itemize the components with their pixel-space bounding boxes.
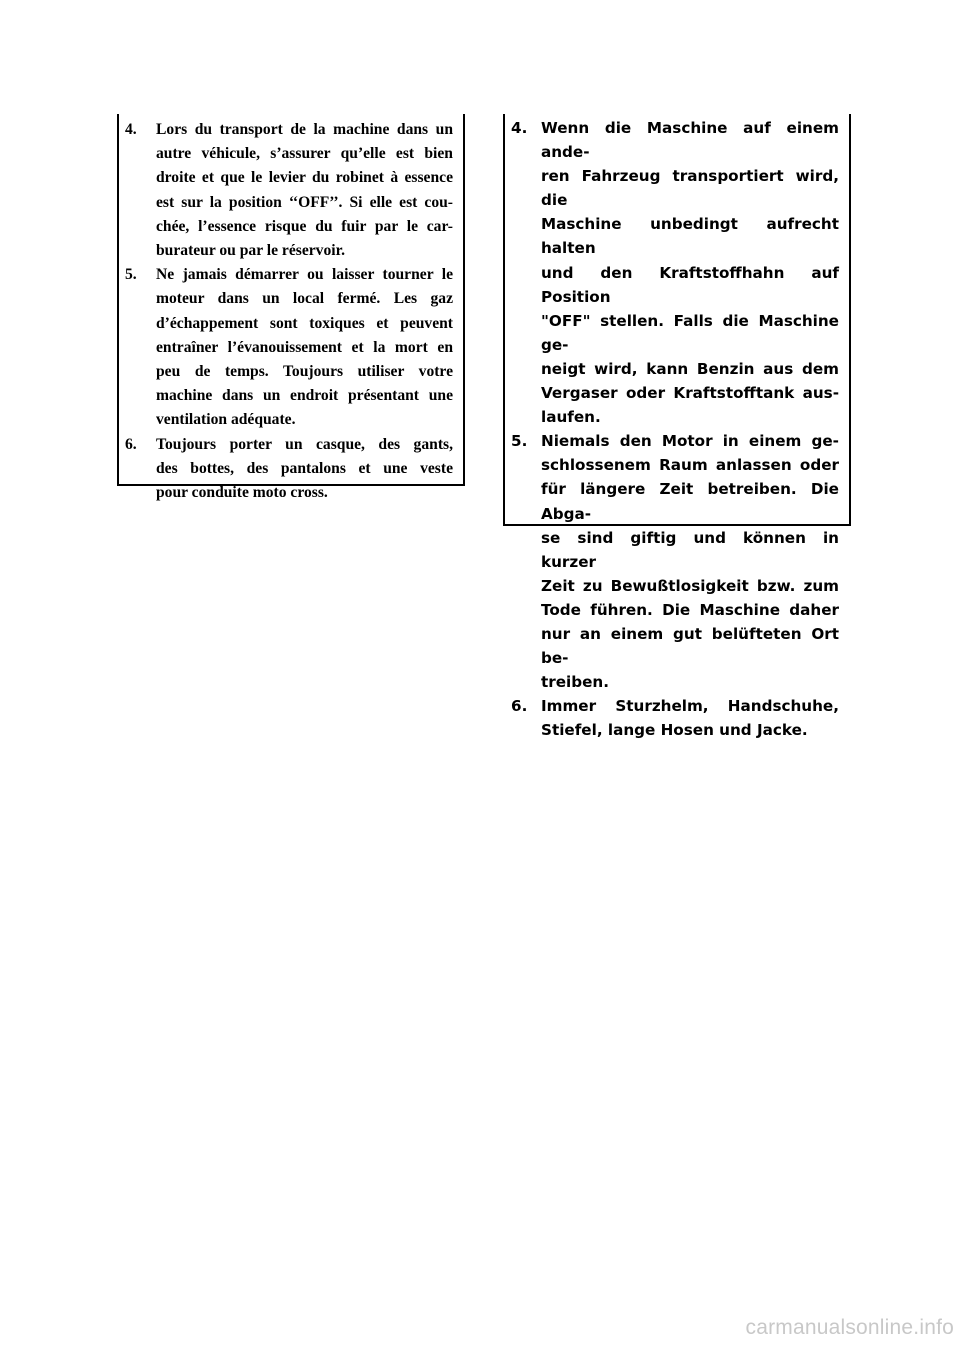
note-line: neigt wird, kann Benzin aus dem [541,359,839,378]
note-number: 5. [125,266,137,284]
note-line: des bottes, des pantalons et une veste [156,459,453,477]
note-line: Wenn die Maschine auf einem ande- [541,119,839,162]
note-line: für längere Zeit betreiben. Die Abga- [541,480,839,523]
note-line: burateur ou par le réservoir. [156,242,345,260]
note-line: treiben. [541,673,610,692]
german-note-4 [511,116,839,429]
german-note-6 [511,694,839,742]
note-line: droite et que le levier du robinet à essence [156,169,453,187]
french-note-6 [125,433,453,506]
note-text [541,429,839,694]
german-note-5 [511,429,839,694]
watermark: carmanualsonline.info [745,1316,954,1339]
note-line: Immer Sturzhelm, Handschuhe, [541,697,839,716]
french-warning-box [117,114,465,502]
note-line: d’échappement sont toxiques et peuvent [156,314,453,332]
note-line: laufen. [541,408,601,427]
note-line: und den Kraftstoffhahn auf Position [541,263,839,306]
note-line: Maschine unbedingt aufrecht halten [541,215,839,258]
french-note-5 [125,263,453,432]
note-line: Niemals den Motor in einem ge- [541,432,839,451]
note-number: 5. [511,432,528,451]
note-line: Zeit zu Bewußtlosigkeit bzw. zum [541,576,839,595]
note-line: Tode führen. Die Maschine daher [541,600,839,619]
note-line: Vergaser oder Kraftstofftank aus- [541,384,839,403]
note-line: "OFF" stellen. Falls die Maschine ge- [541,311,839,354]
note-line: Ne jamais démarrer ou laisser tourner le [156,266,453,284]
note-line: ren Fahrzeug transportiert wird, die [541,167,839,210]
note-line: chée, l’essence risque du fuir par le car- [156,217,453,235]
note-text [541,694,839,742]
note-line: autre véhicule, s’assurer qu’elle est bien [156,145,453,163]
note-line: nur an einem gut belüfteten Ort be- [541,624,839,668]
note-line: entraîner l’évanouissement et la mort en [156,338,453,356]
note-text [156,433,453,506]
note-line: pour conduite moto cross. [156,484,328,502]
german-warning-box [503,114,851,740]
note-line: peu de temps. Toujours utiliser votre [156,363,453,381]
note-text [541,116,839,429]
note-text [156,118,453,263]
note-number: 4. [125,121,137,138]
note-line: est sur la position ‘‘OFF’’. Si elle est cou- [156,193,453,211]
note-line: schlossenem Raum anlassen oder [541,456,839,475]
note-number: 4. [511,119,528,137]
note-text [156,263,453,432]
note-number: 6. [511,697,528,716]
note-line: machine dans un endroit présentant une [156,387,453,405]
note-line: Toujours porter un casque, des gants, [156,435,453,453]
note-line: Lors du transport de la machine dans un [156,121,453,138]
note-line: Stiefel, lange Hosen und Jacke. [541,721,808,740]
french-note-4 [125,118,453,263]
note-line: ventilation adéquate. [156,411,296,429]
note-line: moteur dans un local fermé. Les gaz [156,290,453,308]
note-line: se sind giftig und können in kurzer [541,528,839,571]
note-number: 6. [125,435,137,453]
